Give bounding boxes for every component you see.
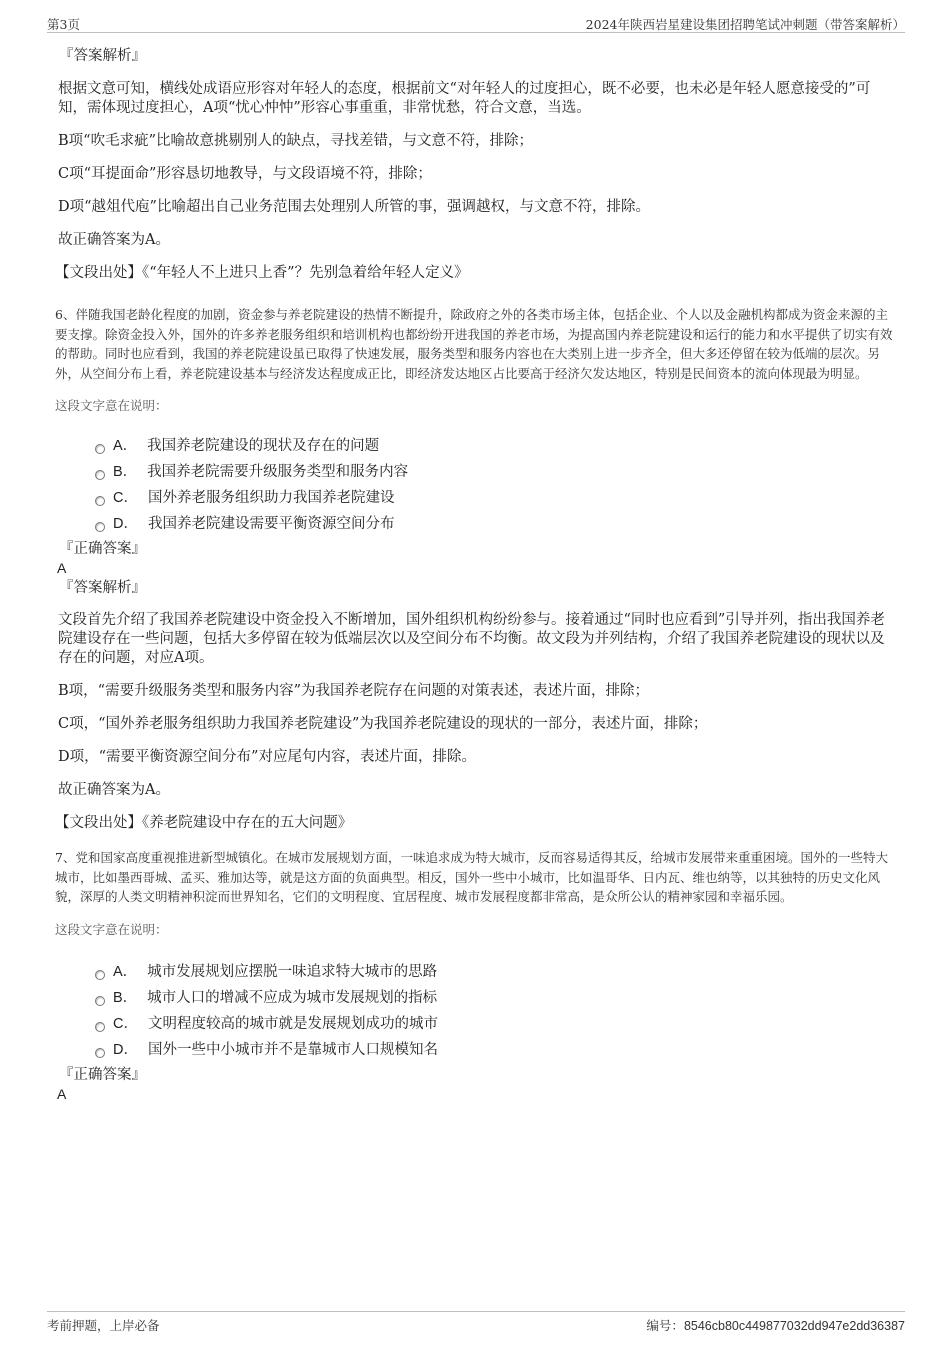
option-letter: D．	[113, 516, 138, 532]
option-letter: A．	[113, 963, 138, 980]
option-text: 国外养老服务组织助力我国养老院建设	[147, 490, 395, 506]
footer-slogan: 考前押题，上岸必备	[47, 1318, 160, 1333]
q6-source: 【文段出处】《养老院建设中存在的五大问题》	[55, 815, 353, 831]
option-text: 城市发展规划应摆脱一味追求特大城市的思路	[147, 963, 438, 980]
option-text: 我国养老院建设需要平衡资源空间分布	[147, 516, 395, 532]
q6-option-b[interactable]	[95, 459, 895, 485]
q7-option-c[interactable]	[95, 1011, 895, 1037]
option-text: 我国养老院建设的现状及存在的问题	[147, 438, 380, 454]
q5-analysis-p5: 故正确答案为A。	[58, 232, 170, 248]
q5-analysis-p2: B项“吹毛求疵”比喻故意挑剔别人的缺点，寻找差错，与文意不符，排除；	[58, 133, 533, 149]
q7-prompt: 这段文字意在说明：	[55, 921, 168, 937]
option-letter: C．	[113, 490, 138, 506]
code-label: 编号：	[646, 1318, 684, 1333]
q6-analysis-p2: B项，“需要升级服务类型和服务内容”为我国养老院存在问题的对策表述，表述片面，排除；	[58, 683, 649, 699]
page-content	[55, 46, 895, 1103]
radio-icon[interactable]	[95, 970, 105, 980]
q7-options	[95, 959, 895, 1063]
q5-analysis-label: 『答案解析』	[59, 48, 146, 64]
q7-text: 7、党和国家高度重视推进新型城镇化。在城市发展规划方面，一味追求成为特大城市，反而容易适得其反，给城市发展带来重重困境。国外的一些特大城市，比如墨西哥城、孟买、雅加达等，就是这方面的负面典型。相反，国外一些中小城市，比如温哥华、日内瓦、维也纳等，以其独特的历史文化风貌，深厚的人类文明精神积淀而世界知名，它们的文明程度、宜居程度、城市发展程度都非常高，是众所公认的精神家园和幸福乐园。	[55, 850, 888, 904]
option-text: 国外一些中小城市并不是靠城市人口规模知名	[147, 1041, 438, 1058]
q6-analysis-p5: 故正确答案为A。	[58, 782, 170, 798]
radio-icon[interactable]	[95, 522, 105, 532]
q6-analysis-label: 『答案解析』	[59, 580, 146, 596]
option-text: 城市人口的增减不应成为城市发展规划的指标	[147, 989, 438, 1006]
q6-analysis-p1: 文段首先介绍了我国养老院建设中资金投入不断增加，国外组织机构纷纷参与。接着通过“同时也应看到”引导并列，指出我国养老院建设存在一些问题，包括大多停留在较为低端层次以及空间分布不均衡。故文段为并列结构，介绍了我国养老院建设的现状以及存在的问题，对应A项。	[58, 612, 885, 666]
page-header	[47, 12, 905, 33]
q7-option-d[interactable]	[95, 1037, 895, 1063]
option-letter: B．	[113, 989, 138, 1006]
q6-option-c[interactable]	[95, 485, 895, 511]
q6-options	[95, 433, 895, 537]
page-footer	[47, 1311, 905, 1336]
q6-answer-label: 『正确答案』	[59, 541, 146, 557]
radio-icon[interactable]	[95, 1022, 105, 1032]
radio-icon[interactable]	[95, 470, 105, 480]
option-text: 文明程度较高的城市就是发展规划成功的城市	[147, 1015, 438, 1032]
q6-option-d[interactable]	[95, 511, 895, 537]
page-number: 第3页	[47, 17, 80, 32]
option-letter: B．	[113, 464, 138, 480]
q5-source: 【文段出处】《“年轻人不上进只上香”？先别急着给年轻人定义》	[55, 265, 469, 281]
q6-option-a[interactable]	[95, 433, 895, 459]
q5-analysis-p4: D项“越俎代庖”比喻超出自己业务范围去处理别人所管的事，强调越权，与文意不符，排除。	[58, 199, 650, 215]
radio-icon[interactable]	[95, 444, 105, 454]
q5-analysis-p1: 根据文意可知，横线处成语应形容对年轻人的态度，根据前文“对年轻人的过度担心，既不必要，也未必是年轻人愿意接受的”可知，需体现过度担心，A项“忧心忡忡”形容心事重重，非常忧愁，符合文意，当选。	[58, 81, 871, 116]
radio-icon[interactable]	[95, 496, 105, 506]
q7-answer-value: A	[57, 1085, 67, 1102]
code-value: 8546cb80c449877032dd947e2dd36387	[683, 1319, 905, 1333]
q6-analysis-p4: D项，“需要平衡资源空间分布”对应尾句内容，表述片面，排除。	[58, 749, 476, 765]
radio-icon[interactable]	[95, 996, 105, 1006]
q5-analysis-p3: C项“耳提面命”形容恳切地教导，与文段语境不符，排除；	[58, 166, 432, 182]
option-letter: C．	[113, 1015, 138, 1032]
option-text: 我国养老院需要升级服务类型和服务内容	[147, 464, 409, 480]
q7-answer-label: 『正确答案』	[59, 1066, 146, 1083]
q6-answer-value: A	[57, 560, 67, 576]
q7-option-b[interactable]	[95, 985, 895, 1011]
q7-option-a[interactable]	[95, 959, 895, 985]
document-title: 2024年陕西岩星建设集团招聘笔试冲刺题（带答案解析）	[585, 17, 905, 32]
q6-prompt: 这段文字意在说明：	[55, 398, 168, 413]
document-code	[646, 1316, 905, 1334]
q6-text: 6、伴随我国老龄化程度的加剧，资金参与养老院建设的热情不断提升，除政府之外的各类市场主体，包括企业、个人以及金融机构都成为资金来源的主要支撑。除资金投入外，国外的许多养老服务组织和培训机构也都纷纷开进我国的养老市场，为提高国内养老院建设和运行的能力和水平提供了切实有效的帮助。同时也应看到，我国的养老院建设虽已取得了快速发展，服务类型和服务内容也在大类别上进一步齐全，但大多还停留在较为低端的层次。另外，从空间分布上看，养老院建设基本与经济发达程度成正比，即经济发达地区占比要高于经济欠发达地区，特别是民间资本的流向体现最为明显。	[55, 307, 893, 381]
option-letter: A．	[113, 438, 138, 454]
option-letter: D．	[113, 1041, 138, 1058]
radio-icon[interactable]	[95, 1048, 105, 1058]
q6-analysis-p3: C项，“国外养老服务组织助力我国养老院建设”为我国养老院建设的现状的一部分，表述片面，排除；	[58, 716, 708, 732]
